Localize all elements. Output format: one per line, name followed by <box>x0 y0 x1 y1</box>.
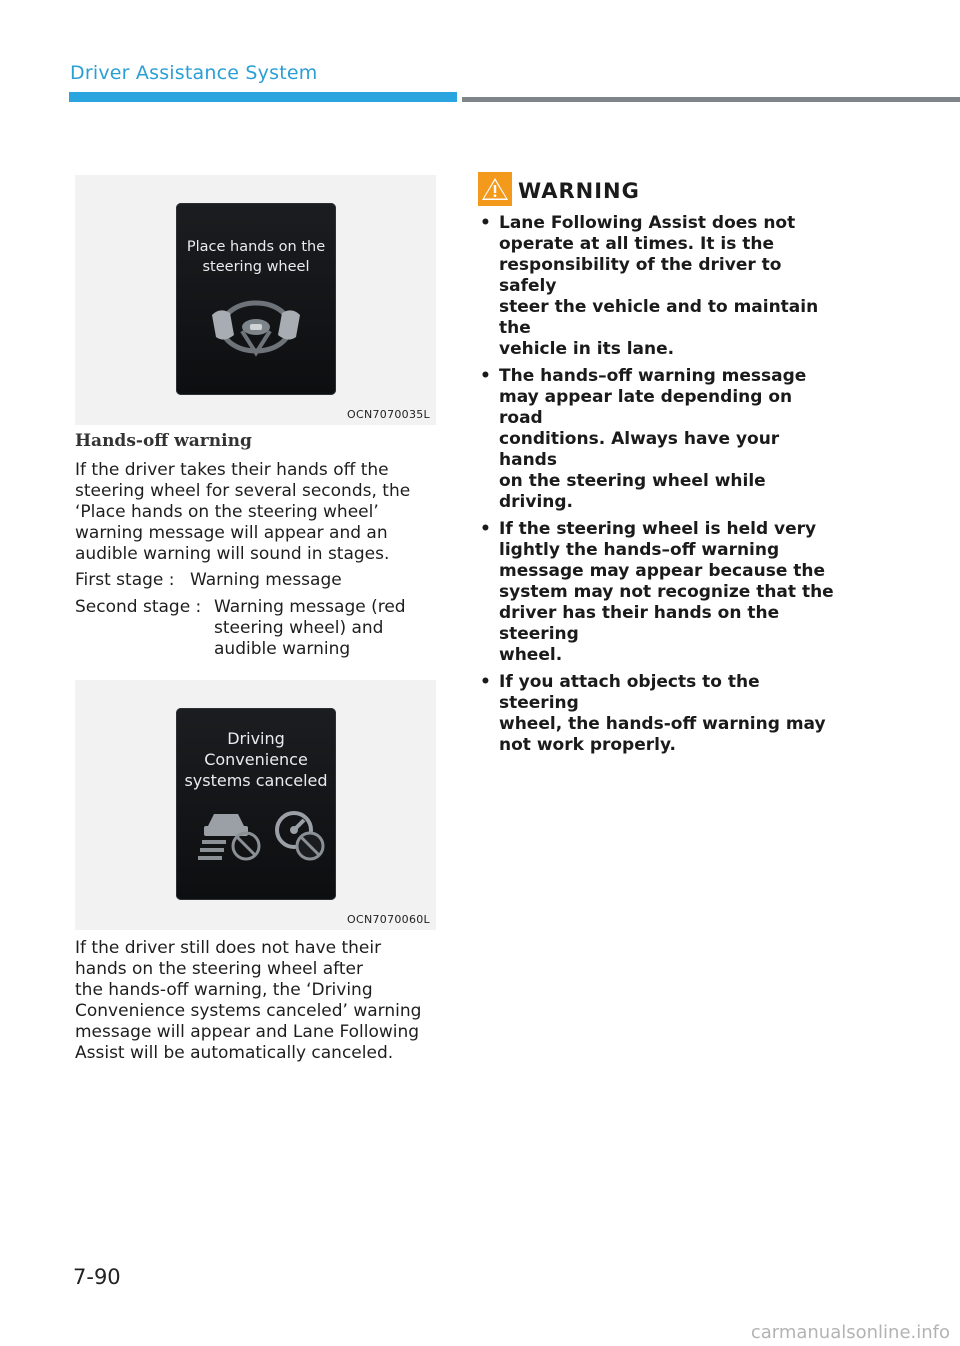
stage2-label: Second stage : <box>75 597 202 617</box>
figure-code: OCN7070035L <box>347 408 430 421</box>
warning-title: WARNING <box>518 179 640 203</box>
list-item: • If the steering wheel is held very lightly the hands–off warning message may appear because the system may not recognize that the driver has their hands on the steering wheel. <box>480 519 834 665</box>
watermark: carmanualsonline.info <box>750 1322 950 1343</box>
cluster-display <box>176 708 336 900</box>
page-number: 7-90 <box>73 1265 121 1289</box>
list-item: • The hands–off warning message may appear late depending on road conditions. Always have your hands on the steering wheel while driving. <box>480 366 807 512</box>
section-heading: Hands-off warning <box>75 431 252 451</box>
steering-assist-canceled-icon <box>270 806 330 866</box>
figure-systems-canceled <box>75 680 436 930</box>
lane-following-canceled-icon <box>198 806 268 866</box>
stage1-label: First stage : <box>75 570 175 590</box>
hands-off-description: If the driver takes their hands off the steering wheel for several seconds, the ‘Place hands on the steering wheel’ warning message will appear and an audible warning will sound in stages. <box>75 460 411 564</box>
display-message: Place hands on the steering wheel <box>186 239 326 275</box>
cancel-description: If the driver still does not have their hands on the steering wheel after the hands-off warning, the ‘Driving Convenience systems canceled’ warning message will appear and Lane Following Assist will be automatically canceled. <box>75 938 422 1063</box>
header-rule <box>462 97 960 102</box>
warning-list <box>478 213 840 762</box>
stage1-value: Warning message <box>190 570 342 590</box>
stage2-value: Warning message (red steering wheel) and audible warning <box>214 597 406 659</box>
figure-hands-off-warning <box>75 175 436 425</box>
warning-triangle-icon <box>478 172 512 206</box>
list-item: • If you attach objects to the steering wheel, the hands-off warning may not work properly. <box>480 672 826 755</box>
hands-on-steering-wheel-icon <box>176 203 336 395</box>
display-message: Driving Convenience systems canceled <box>184 729 328 790</box>
header-accent-bar <box>69 92 457 102</box>
list-item: • Lane Following Assist does not operate at all times. It is the responsibility of the driver to safely steer the vehicle and to maintain the vehicle in its lane. <box>480 213 819 359</box>
figure-code: OCN7070060L <box>347 913 430 926</box>
running-header-title: Driver Assistance System <box>70 62 318 84</box>
cluster-display <box>176 203 336 395</box>
